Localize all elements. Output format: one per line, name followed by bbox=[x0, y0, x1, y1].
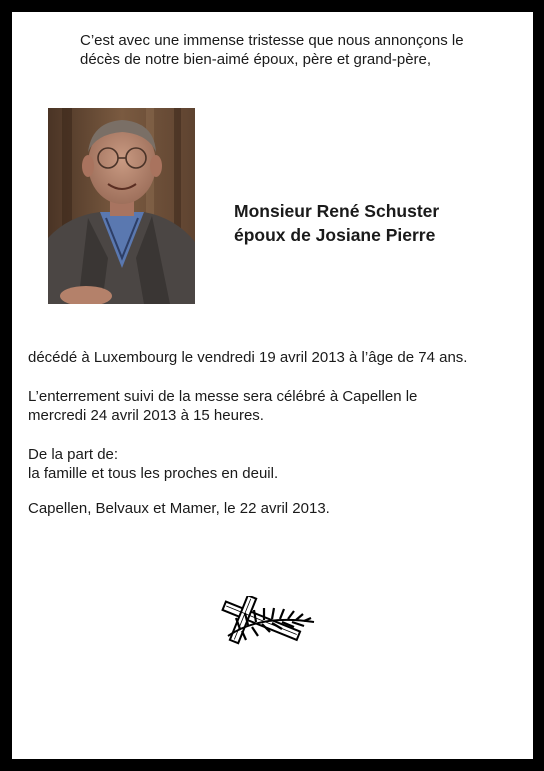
obituary-card bbox=[12, 12, 533, 759]
death-notice-text: décédé à Luxembourg le vendredi 19 avril 2013 à l’âge de 74 ans. bbox=[28, 349, 468, 366]
portrait-photo bbox=[48, 108, 195, 304]
place-date bbox=[28, 499, 523, 518]
from-label: De la part de: bbox=[28, 446, 119, 463]
deceased-name: Monsieur René Schuster bbox=[234, 201, 440, 221]
funeral-line-2: mercredi 24 avril 2013 à 15 heures. bbox=[28, 407, 264, 424]
portrait-photo-image bbox=[48, 108, 195, 304]
deceased-name-block bbox=[234, 199, 439, 247]
from-text: la famille et tous les proches en deuil. bbox=[28, 465, 279, 482]
cross-emblem-graphic bbox=[210, 596, 320, 652]
death-notice bbox=[28, 348, 523, 367]
intro-line-2: décès de notre bien-aimé époux, père et grand-père, bbox=[80, 51, 432, 68]
spouse-line: époux de Josiane Pierre bbox=[234, 225, 436, 245]
place-date-text: Capellen, Belvaux et Mamer, le 22 avril 2013. bbox=[28, 500, 330, 517]
intro-text bbox=[80, 31, 520, 69]
from-family bbox=[28, 445, 523, 483]
intro-line-1: C’est avec une immense tristesse que nous annonçons le bbox=[80, 32, 464, 49]
funeral-line-1: L’enterrement suivi de la messe sera célébré à Capellen le bbox=[28, 388, 418, 405]
funeral-notice bbox=[28, 387, 523, 425]
cross-with-palm-branch-icon bbox=[210, 596, 320, 652]
